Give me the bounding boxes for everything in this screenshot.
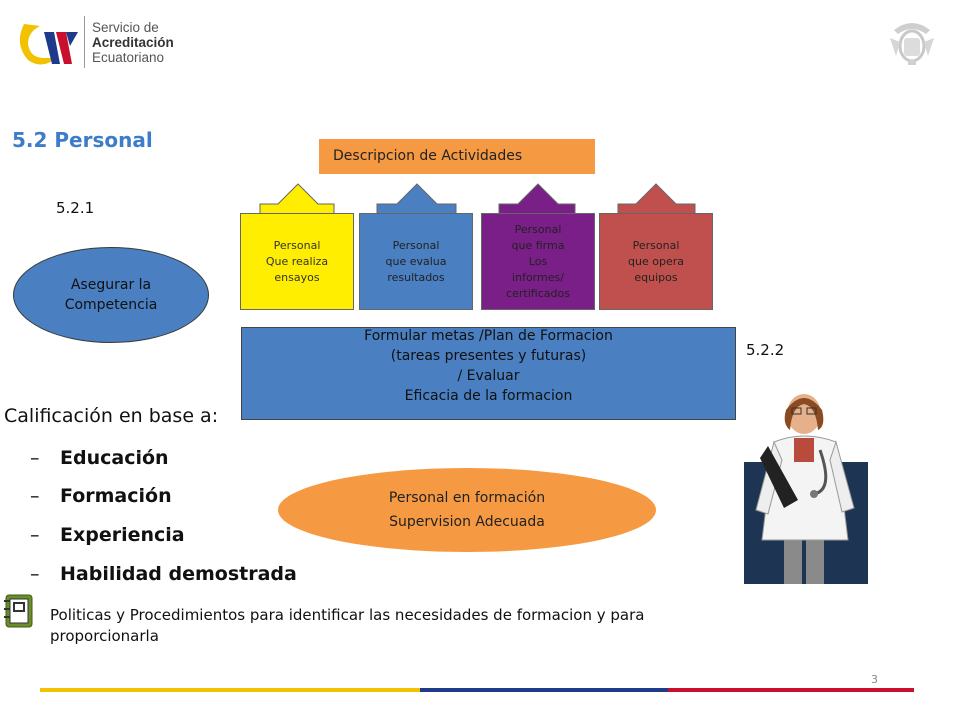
policy-text: Politicas y Procedimientos para identificar las necesidades de formacion y para proporcionarla: [50, 606, 645, 645]
bullet-educacion: – Educación: [30, 447, 169, 469]
formular-line-2: (tareas presentes y futuras): [390, 348, 587, 364]
description-activities-box: Descripcion de Actividades: [319, 139, 595, 174]
doctor-illustration: [744, 390, 868, 584]
logo-text-line3: Ecuatoriano: [92, 50, 165, 65]
code-5-2-2: 5.2.2: [746, 341, 785, 359]
footer-bar-yellow: [40, 688, 420, 692]
bullet-formacion-text: Formación: [60, 485, 172, 507]
page-number: 3: [871, 673, 878, 686]
formular-line-3: / Evaluar: [457, 368, 520, 384]
bullet-habilidad-text: Habilidad demostrada: [60, 563, 297, 585]
formular-line-4: Eficacia de la formacion: [404, 388, 573, 404]
footer-bar-red: [668, 688, 914, 692]
logo-text-line2: Acreditación: [92, 35, 174, 50]
column-ensayos: [240, 213, 354, 310]
arrow-yellow: [260, 184, 334, 214]
bullet-experiencia: – Experiencia: [30, 524, 185, 546]
arrow-blue: [377, 184, 456, 214]
bullet-educacion-text: Educación: [60, 447, 169, 469]
column-opera: [599, 213, 713, 310]
bullet-habilidad: – Habilidad demostrada: [30, 563, 297, 585]
bullet-formacion: – Formación: [30, 485, 172, 507]
calificacion-heading: Calificación en base a:: [4, 405, 219, 427]
formular-metas-box: [241, 327, 736, 420]
section-title: 5.2 Personal: [12, 128, 153, 152]
asegurar-competencia-oval: Asegurar la Competencia: [13, 247, 209, 343]
formular-line-1: Formular metas /Plan de Formacion: [364, 328, 613, 344]
column-ensayos-label: Personal Que realiza ensayos: [265, 238, 329, 284]
column-firma: [481, 213, 595, 310]
arrow-red: [618, 184, 695, 214]
column-evalua-label: Personal que evalua resultados: [385, 238, 447, 284]
arrow-purple: [499, 184, 575, 214]
column-evalua: [359, 213, 473, 310]
code-5-2-1: 5.2.1: [56, 199, 95, 217]
column-firma-label: Personal que firma Los informes/ certificados: [506, 222, 570, 300]
column-opera-label: Personal que opera equipos: [628, 238, 684, 284]
logo-text-line1: Servicio de: [92, 20, 159, 35]
notebook-icon: [0, 591, 38, 631]
footer-bar-blue: [420, 688, 668, 692]
bullet-experiencia-text: Experiencia: [60, 524, 185, 546]
personal-formacion-oval: Personal en formación Supervision Adecuada: [278, 468, 656, 552]
